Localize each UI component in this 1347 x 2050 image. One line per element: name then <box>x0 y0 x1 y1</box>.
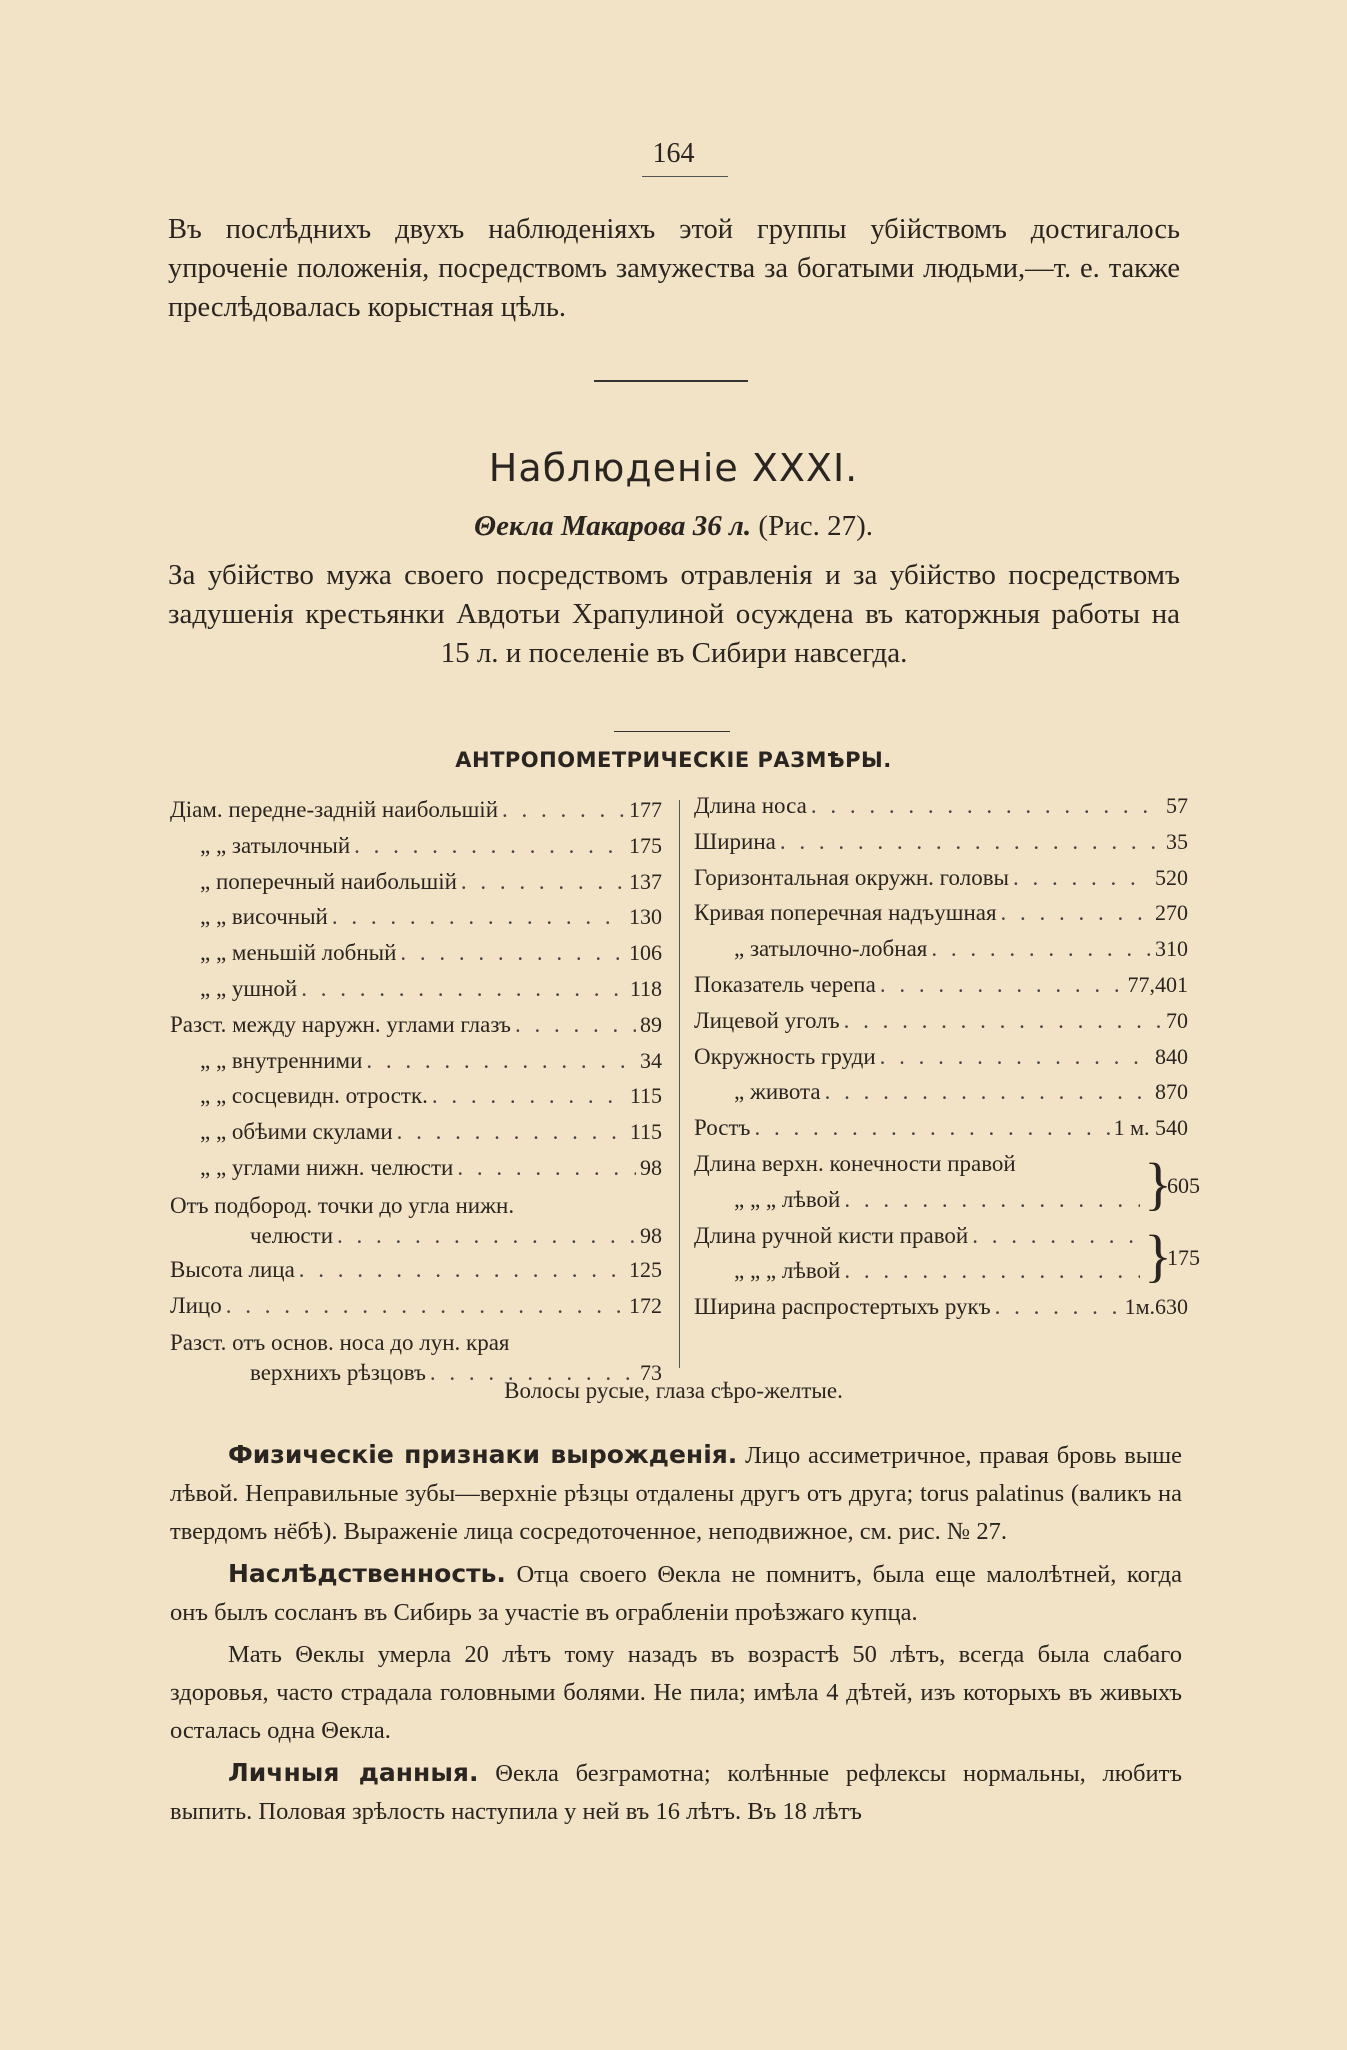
body-text <box>170 1436 1182 1831</box>
intro-paragraph: Въ послѣднихъ двухъ наблюденіяхъ этой группы убійствомъ достигалось упроченіе положенія, посредствомъ замужества за богатыми людьми,—т. е. также преслѣдовалась корыстная цѣль. <box>168 214 1180 323</box>
measurement-row: „ „ внутренними . . . 34 <box>170 1048 662 1084</box>
measurement-row: „ „ височный . . . 130 <box>170 904 662 940</box>
measurement-row: Окружность груди . . . 840 <box>694 1044 1188 1080</box>
measurement-row: Показатель черепа . . . 77,401 <box>694 972 1188 1008</box>
measurement-row: Лицевой уголъ . . . 70 <box>694 1008 1188 1044</box>
heredity-paragraph: Наслѣдственность. Отца своего Θекла не помнитъ, была еще малолѣтней, когда онъ былъ сосланъ въ Сибирь за участіе въ ограбленіи проѣзжаго купца. <box>170 1559 1182 1626</box>
measurement-row: Отъ подбород. точки до угла нижн. челюсти . . . 98 <box>170 1191 662 1251</box>
measurement-row: Высота лица . . . 125 <box>170 1257 662 1293</box>
measurement-row: Ширина . . . 35 <box>694 829 1188 865</box>
measurement-row: Діам. передне-задній наибольшій . . . 177 <box>170 797 662 833</box>
verdict-separator <box>614 731 730 732</box>
personal-data-paragraph: Личныя данныя. Θекла безграмотна; колѣнные рефлексы нормальны, любитъ выпить. Половая зрѣлость наступила у ней въ 16 лѣтъ. Въ 18 лѣтъ <box>170 1758 1183 1825</box>
measurement-row: „ поперечный наибольшій . . . 137 <box>170 869 662 905</box>
hand-pair: Длина ручной кисти правой . . . „ „ „ лѣвой . . . } 175 <box>694 1223 1188 1295</box>
observation-title: Наблюденіе XXXI. <box>488 446 859 490</box>
physical-signs-paragraph: Физическіе признаки вырожденія. Лицо ассиметричное, правая бровь выше лѣвой. Неправильные зубы—верхніе рѣзцы отдалены другъ отъ друга; torus palatinus (валикъ на твердомъ нёбѣ). Выраженіе лица сосредоточенное, неподвижное, см. рис. № 27. <box>170 1440 1182 1545</box>
verdict-paragraph: За убійство мужа своего посредствомъ отравленія и за убійство посредствомъ задушенія крестьянки Авдотьи Храпулиной осуждена въ каторжныя работы на 15 л. и поселеніе въ Сибири навсегда. <box>168 559 1180 669</box>
measurement-row: „ „ сосцевидн. отростк. . . . 115 <box>170 1083 662 1119</box>
measurement-row: „ живота . . . 870 <box>694 1079 1188 1115</box>
figure-reference: (Рис. 27). <box>758 510 873 542</box>
physical-signs-heading: Физическіе признаки вырожденія. <box>228 1440 738 1469</box>
measurement-row: „ „ ушной . . . 118 <box>170 976 662 1012</box>
upper-limb-pair: Длина верхн. конечности правой „ „ „ лѣвой . . . } 605 <box>694 1151 1188 1223</box>
personal-data-heading: Личныя данныя. <box>228 1758 479 1787</box>
page-number: 164 <box>652 138 695 169</box>
measurement-row: Кривая поперечная надъушная . . . 270 <box>694 900 1188 936</box>
measurement-row: „ „ обѣими скулами . . . 115 <box>170 1119 662 1155</box>
section-separator <box>594 380 748 382</box>
measurement-row: Лицо . . . 172 <box>170 1293 662 1329</box>
measurement-row: Разст. между наружн. углами глазъ . . . 89 <box>170 1012 662 1048</box>
page-number-rule <box>642 176 728 177</box>
brace-glyph: } <box>1144 1150 1172 1216</box>
mother-paragraph: Мать Θеклы умерла 20 лѣтъ тому назадъ въ возрастѣ 50 лѣтъ, всегда была слабаго здоровья, часто страдала головными болями. Не пила; имѣла 4 дѣтей, изъ которыхъ въ живыхъ осталась одна Θекла. <box>170 1641 1182 1744</box>
brace-glyph: } <box>1144 1222 1172 1288</box>
measurement-row: Горизонтальная окружн. головы . . . 520 <box>694 865 1188 901</box>
measurement-row: Разст. отъ основ. носа до лун. края верхнихъ рѣзцовъ . . . 73 <box>170 1328 662 1388</box>
hand-value: 175 <box>1167 1244 1200 1270</box>
measurement-row: Ширина распростертыхъ рукъ . . . 1м.630 <box>694 1294 1188 1330</box>
column-divider <box>679 800 680 1368</box>
measurement-row: „ „ затылочный . . . 175 <box>170 833 662 869</box>
subject-line <box>0 510 1347 543</box>
subject-name: Θекла Макарова 36 л. <box>473 510 752 542</box>
heredity-heading: Наслѣдственность. <box>228 1559 506 1588</box>
hair-eyes-line: Волосы русые, глаза сѣро-желтые. <box>504 1378 843 1403</box>
measurement-row: „ „ меньшій лобный . . . 106 <box>170 940 662 976</box>
measurement-row: Ростъ . . . 1 м. 540 <box>694 1115 1188 1151</box>
anthropometry-left-column <box>170 797 662 1394</box>
anthropometry-right-column <box>694 793 1200 1330</box>
measurement-row: „ „ углами нижн. челюсти . . . 98 <box>170 1155 662 1191</box>
measurement-row: „ затылочно-лобная . . . 310 <box>694 936 1188 972</box>
upper-limb-value: 605 <box>1167 1172 1200 1198</box>
anthropometry-heading: АНТРОПОМЕТРИЧЕСКІЕ РАЗМѢРЫ. <box>455 748 892 772</box>
measurement-row: Длина носа . . . 57 <box>694 793 1188 829</box>
